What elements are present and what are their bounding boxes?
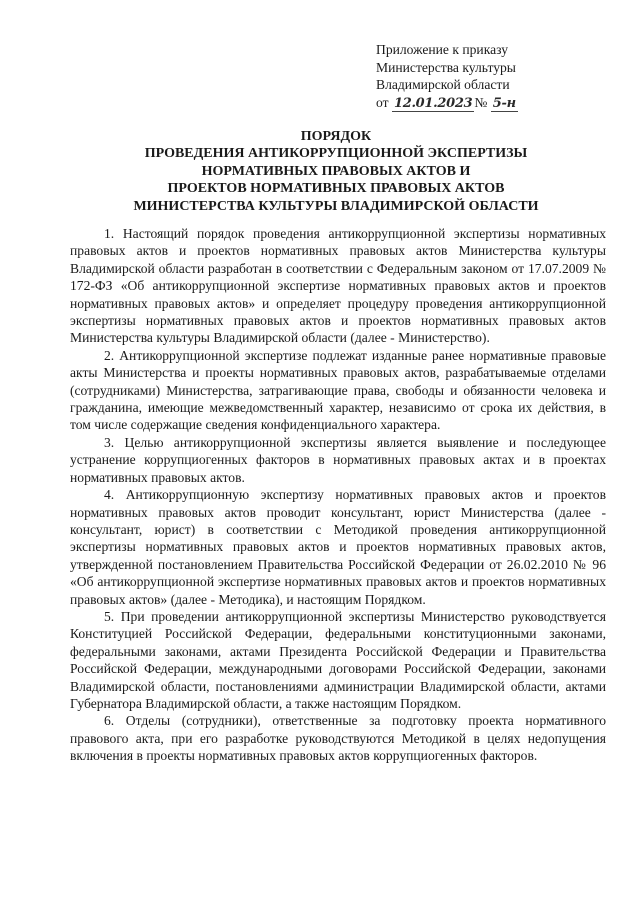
paragraph-4: 4. Антикоррупционную экспертизу нормативных правовых актов и проектов нормативных правовых актов проводит консультант, юрист Министерства (далее - консультант, юрист) в соответствии с Методикой проведения антикоррупционной экспертизы нормативных правовых актов и проектов нормативных правовых актов, утвержденной постановлением Правительства Российской Федерации от 26.02.2010 № 96 «Об антикоррупционной экспертизе нормативных правовых актов и проектов нормативных правовых актов» (далее - Методика), и настоящим Порядком. — [70, 487, 606, 607]
date-prefix: от — [376, 94, 389, 110]
paragraph-5: 5. При проведении антикоррупционной экспертизы Министерство руководствуется Конституцией Российской Федерации, федеральными конституционными законами, федеральными законами, актами Президента Российской Федерации и Правительства Российской Федерации, международными договорами Российской Федерации, законами Владимирской области, постановлениями администрации Владимирской области, актами Губернатора Владимирской области, а также настоящим Порядком. — [70, 608, 606, 711]
number-prefix: № — [474, 94, 488, 110]
title-line-4: ПРОЕКТОВ НОРМАТИВНЫХ ПРАВОВЫХ АКТОВ — [167, 181, 505, 197]
appendix-line-3: Владимирской области — [376, 77, 510, 93]
paragraph-6: 6. Отделы (сотрудники), ответственные за подготовку проекта нормативного правового акта, при его разработке руководствуются Методикой в целях недопущения включения в проекты нормативных правовых актов коррупциогенных факторов. — [70, 713, 606, 764]
appendix-line-2: Министерства культуры — [376, 59, 516, 75]
paragraph-3: 3. Целью антикоррупционной экспертизы является выявление и последующее устранение коррупциогенных факторов в нормативных правовых актах и в проектах нормативных правовых актов. — [70, 434, 606, 485]
paragraph-2: 2. Антикоррупционной экспертизе подлежат изданные ранее нормативные правовые акты Министерства и проекты нормативных правовых актов, разрабатываемые отделами (сотрудниками) Министерства, затрагивающие права, свободы и обязанности человека и гражданина, имеющие межведомственный характер, независимо от срока их действия, в том числе содержащие сведения конфиденциального характера. — [70, 347, 606, 433]
appendix-header — [376, 41, 616, 112]
title-line-3: НОРМАТИВНЫХ ПРАВОВЫХ АКТОВ И — [201, 163, 471, 179]
document-body — [70, 225, 606, 765]
handwritten-number: 5-н — [492, 95, 516, 111]
appendix-line-1: Приложение к приказу — [376, 42, 509, 57]
title-line-2: ПРОВЕДЕНИЯ АНТИКОРРУПЦИОННОЙ ЭКСПЕРТИЗЫ — [144, 146, 528, 162]
paragraph-1: 1. Настоящий порядок проведения антикоррупционной экспертизы нормативных правовых актов и проектов нормативных правовых актов Министерства культуры Владимирской области разработан в соответствии с Федеральным законом от 17.07.2009 № 172-ФЗ «Об антикоррупционной экспертизе нормативных правовых актов и проектов нормативных правовых актов» и определяет процедуру проведения антикоррупционной экспертизы нормативных правовых актов и проектов нормативных правовых актов Министерства культуры Владимирской области (далее - Министерство). — [70, 226, 606, 346]
handwritten-date: 12.01.2023 — [393, 95, 473, 111]
appendix-date-line — [376, 94, 616, 113]
title-line-5: МИНИСТЕРСТВА КУЛЬТУРЫ ВЛАДИМИРСКОЙ ОБЛАСТИ — [133, 198, 539, 214]
document-title — [66, 128, 606, 215]
title-line-1: ПОРЯДОК — [300, 129, 372, 144]
